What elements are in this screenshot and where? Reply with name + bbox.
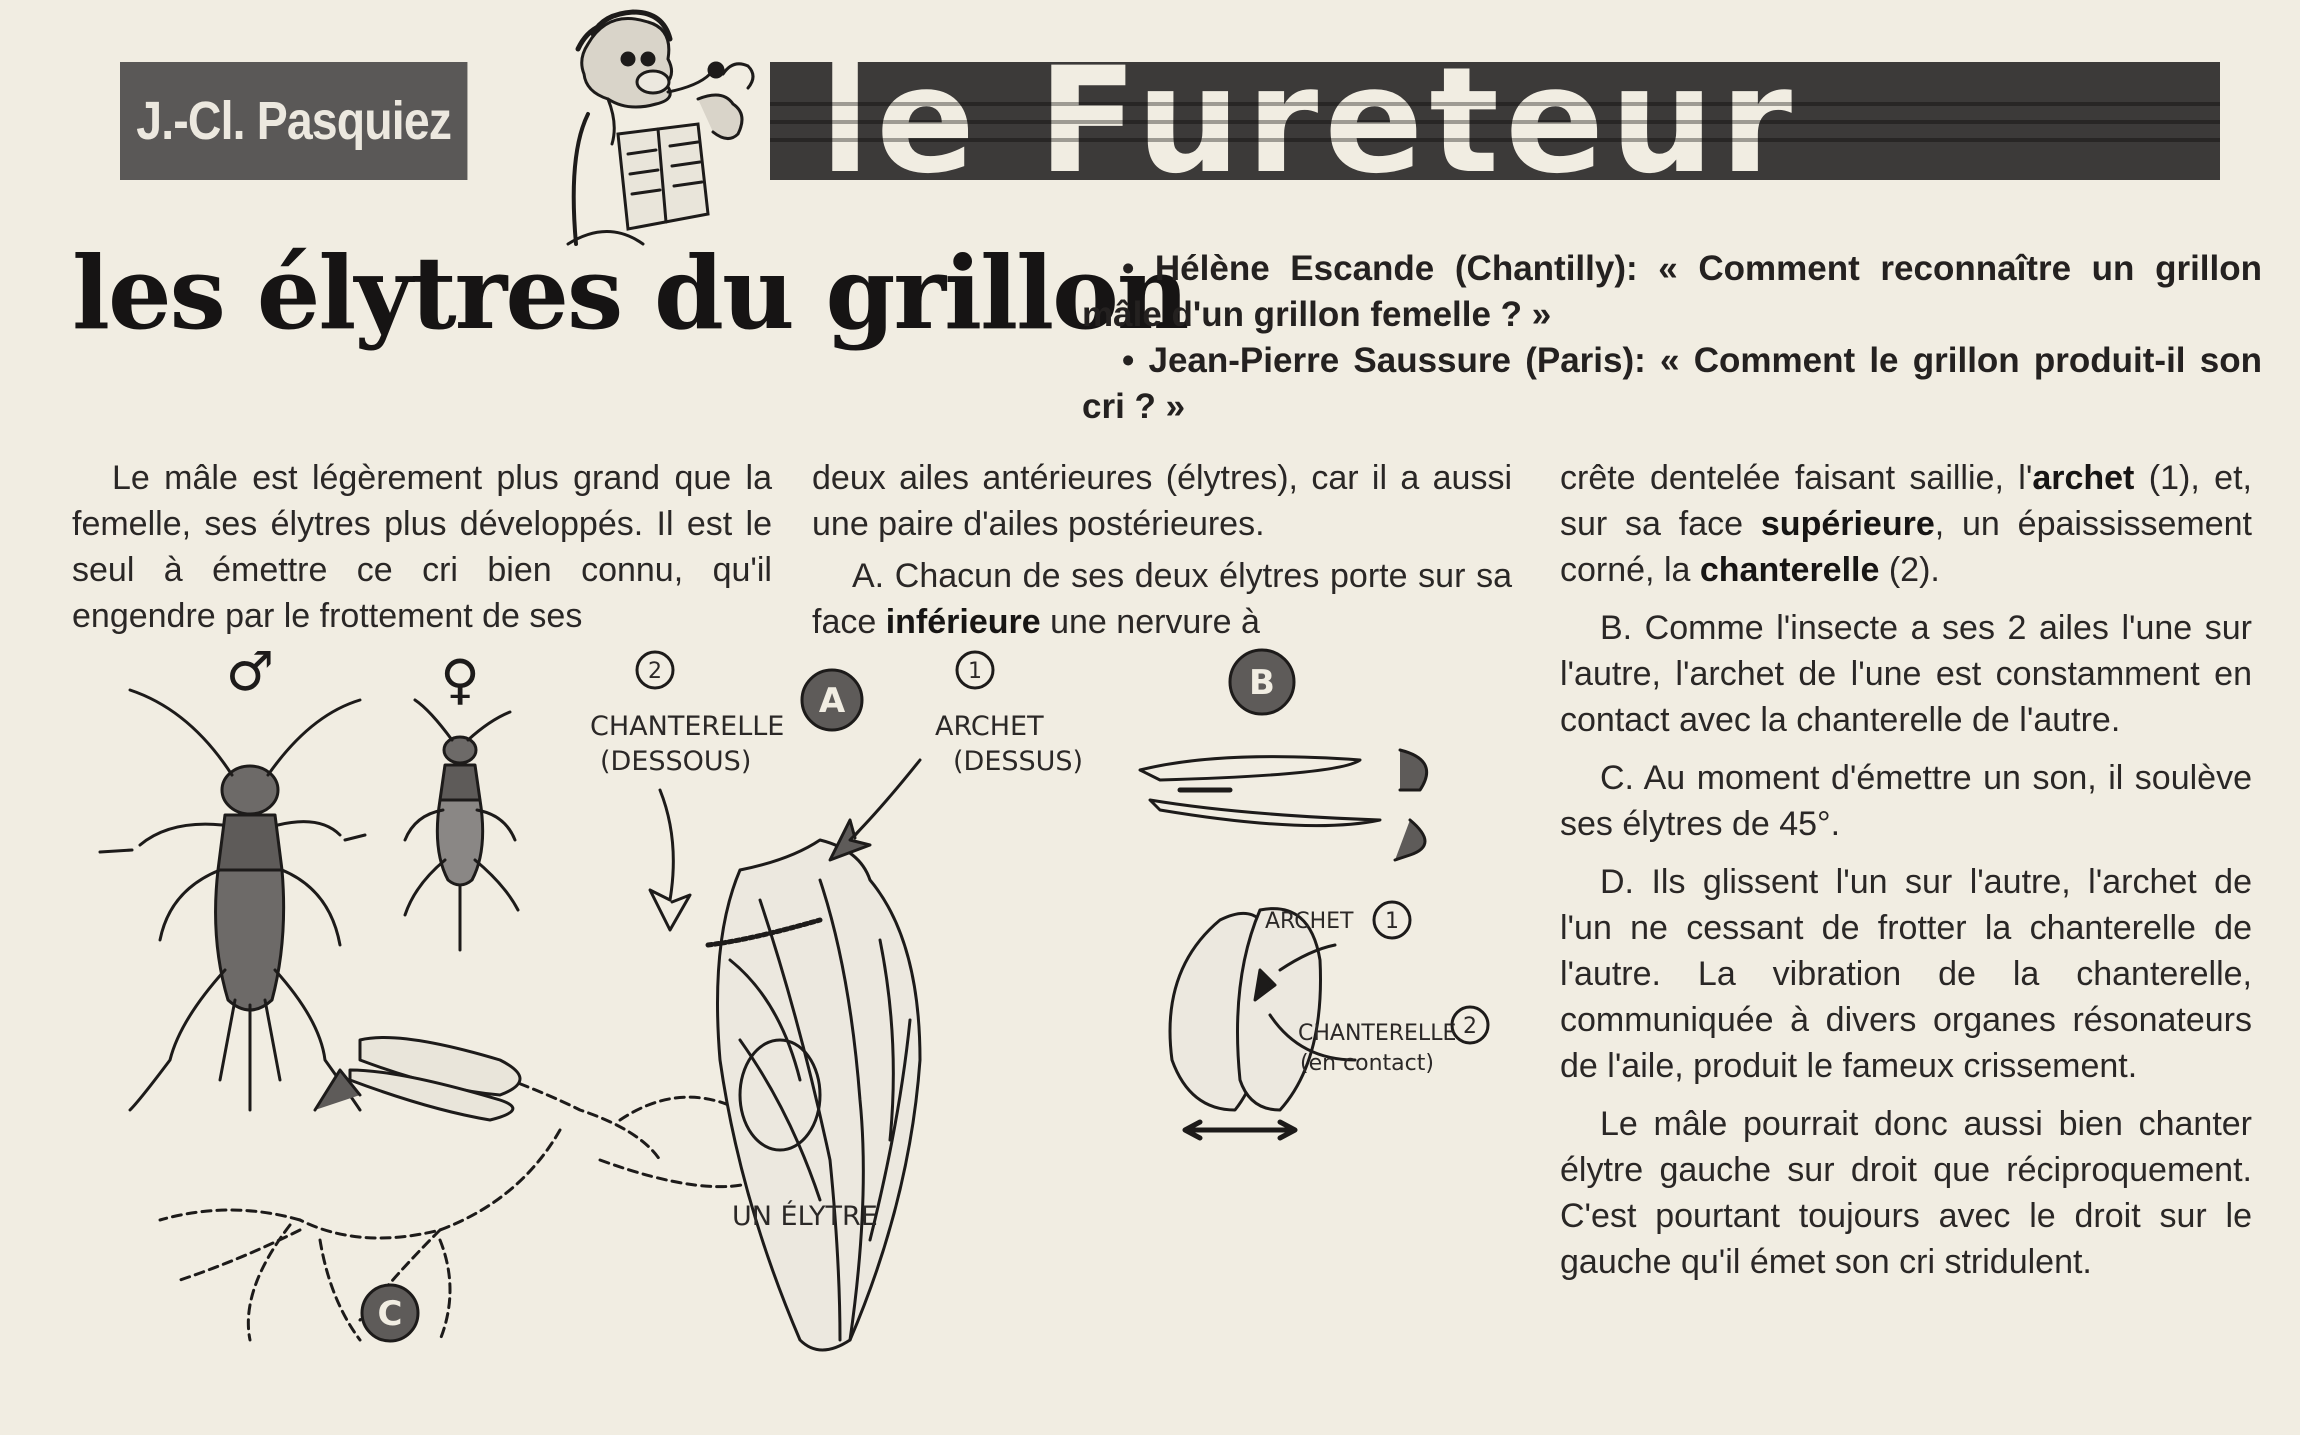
reader-questions — [1082, 246, 2262, 430]
label-c: C — [377, 1294, 403, 1334]
bold-chanterelle: chanterelle — [1699, 551, 1880, 589]
column-2-paragraph-2: A. Chacun de ses deux élytres porte sur sa face inférieure une nervure à — [812, 557, 1512, 641]
num-1-d: 1 — [1385, 909, 1399, 934]
article-column-2 — [812, 455, 1512, 645]
author-band — [120, 62, 467, 180]
label-archet-d: ARCHET — [1265, 909, 1354, 934]
label-en-contact: (en contact) — [1300, 1051, 1434, 1076]
label-chanterelle-d: CHANTERELLE — [1298, 1021, 1457, 1046]
label-dessous: (DESSOUS) — [600, 746, 752, 777]
num-1-a: 1 — [968, 659, 982, 684]
label-archet-a: ARCHET — [935, 711, 1044, 742]
num-2-a: 2 — [648, 659, 662, 684]
article-column-1 — [72, 455, 772, 639]
column-2-paragraph-1: deux ailes antérieures (élytres), car il a aussi une paire d'ailes postérieures. — [812, 459, 1512, 543]
cricket-diagram — [60, 640, 1520, 1430]
bold-archet: archet — [2032, 459, 2135, 497]
elytra-b-drawing — [1140, 750, 1427, 860]
author-name: J.-Cl. Pasquiez — [136, 91, 452, 151]
male-symbol: ♂ — [225, 640, 275, 703]
label-un-elytre: UN ÉLYTRE — [732, 1201, 878, 1232]
column-3-paragraph-conclusion: Le mâle pourrait donc aussi bien chanter élytre gauche sur droit que réciproquement. C'est pourtant toujours avec le droit sur le gauche qu'il émet son cri stridulent. — [1560, 1105, 2252, 1281]
lifted-elytra-drawing — [315, 1038, 520, 1121]
article-column-3 — [1560, 455, 2252, 1297]
column-3-paragraph-b: B. Comme l'insecte a ses 2 ailes l'une sur l'autre, l'archet de l'une est constamment en contact avec la chanterelle de l'autre. — [1560, 609, 2252, 739]
bold-inferieure: inférieure — [885, 603, 1041, 641]
column-3-paragraph-1: crête dentelée faisant saillie, l'archet (1), et, sur sa face supérieure, un épaississement corné, la chanterelle (2). — [1560, 459, 2252, 589]
question-1: • Hélène Escande (Chantilly): « Comment reconnaître un grillon mâle d'un grillon femelle ? » — [1082, 249, 2262, 334]
elytra-a-drawing — [650, 760, 920, 1350]
column-1-paragraph: Le mâle est légèrement plus grand que la femelle, ses élytres plus développés. Il est le seul à émettre ce cri bien connu, qu'il engendre par le frottement de ses — [72, 459, 772, 635]
label-dessus: (DESSUS) — [953, 746, 1084, 777]
label-b: B — [1249, 663, 1275, 703]
bold-superieure: supérieure — [1760, 505, 1935, 543]
female-cricket-drawing — [405, 700, 518, 950]
column-3-paragraph-c: C. Au moment d'émettre un son, il soulève ses élytres de 45°. — [1560, 759, 2252, 843]
label-a: A — [818, 681, 846, 721]
num-2-d: 2 — [1463, 1014, 1477, 1039]
question-2: • Jean-Pierre Saussure (Paris): « Comment le grillon produit-il son cri ? » — [1082, 341, 2262, 426]
column-3-paragraph-d: D. Ils glissent l'un sur l'autre, l'archet de l'un ne cessant de frotter la chanterelle de l'autre. La vibration de la chanterelle, communiquée à divers organes résonateurs de l'aile, produit le fameux crissement. — [1560, 863, 2252, 1085]
cartoon-reader-illustration — [548, 4, 764, 248]
article-title: les élytres du grillon — [72, 234, 1188, 352]
male-cricket-drawing — [100, 690, 365, 1110]
column-logo: le Fureteur — [820, 46, 1799, 196]
logo-stripes — [770, 88, 2220, 148]
label-chanterelle-a: CHANTERELLE — [590, 711, 785, 742]
female-symbol: ♀ — [440, 648, 480, 711]
